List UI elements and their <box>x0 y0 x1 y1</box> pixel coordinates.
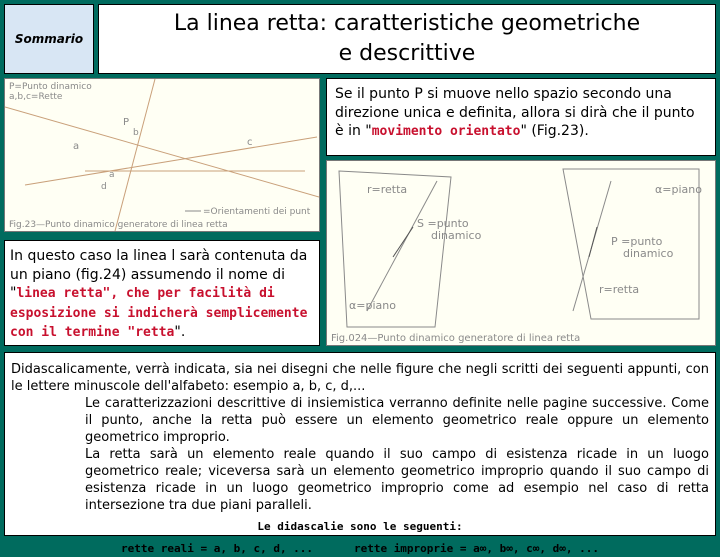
line-b <box>115 79 155 231</box>
didascalie-row <box>11 540 709 557</box>
fig24-p-label2: dinamico <box>623 247 674 260</box>
bottom-paragraph-1: Didascalicamente, verrà indicata, sia nei disegni che nelle figure che negli scritti dei seguenti appunti, con le lettere minuscole dell'alfabeto: esempio a, b, c, d,... <box>11 362 709 394</box>
fig23-label-d: d <box>101 182 107 192</box>
fig23-caption: Fig.23—Punto dinamico generatore di linea retta <box>9 220 228 230</box>
figure-24-drawing <box>327 161 715 345</box>
fig23-label-b: b <box>133 128 139 138</box>
rette-reali: rette reali = a, b, c, d, ... <box>121 542 314 555</box>
line-r-left <box>367 181 437 311</box>
page-title <box>98 4 716 74</box>
text-linea-part1: In questo caso la linea l sarà contenuta da un piano (fig.24) assumendo il nome di " <box>10 248 308 301</box>
fig23-label-c: c <box>247 137 253 148</box>
arrow-p <box>589 227 597 257</box>
figure-23-drawing <box>5 79 319 231</box>
text-p-part2: " (Fig.23). <box>520 123 589 139</box>
text-linea-part2: ". <box>174 324 186 340</box>
didascalie-heading: Le didascalie sono le seguenti: <box>257 520 463 533</box>
fig24-caption: Fig.024—Punto dinamico generatore di linea retta <box>331 333 581 344</box>
fig24-s-label2: dinamico <box>431 229 482 242</box>
text-linea-highlight: linea retta", che per facilità di esposizione si indicherà semplicemente con il termine "retta <box>10 286 308 340</box>
sommario-button[interactable] <box>4 4 94 74</box>
fig24-alpha2-label: α=piano <box>655 183 702 196</box>
fig24-s-label: S =punto <box>417 217 469 230</box>
bottom-paragraph-2: Le caratterizzazioni descrittive di insiemistica verranno definite nelle pagine successive. Come il punto, anche la retta può essere un elemento geometrico reale oppure un elemento geometrico improprio. <box>85 396 709 445</box>
line-c <box>25 137 317 185</box>
fig23-label-p: P <box>123 117 130 128</box>
movimento-orientato-text <box>326 78 716 156</box>
bottom-paragraph-3: La retta sarà un elemento reale quando il suo campo di esistenza ricade in un luogo geometrico reale; viceversa sarà un elemento geometrico improprio quando il suo campo di esistenza ricade in un luogo geometrico improprio come ad esempio nel caso di retta intersezione tra due piani paralleli. <box>85 447 709 513</box>
didascalie-panel <box>4 352 716 555</box>
figure-23 <box>4 78 320 232</box>
fig23-legend-1: P=Punto dinamico <box>9 82 92 92</box>
fig23-label-a2: a <box>109 170 115 180</box>
title-line-2: e descrittive <box>338 41 476 66</box>
sommario-label: Sommario <box>14 32 84 46</box>
fig24-r-label: r=retta <box>367 183 408 196</box>
text-p-highlight: movimento orientato <box>371 124 521 139</box>
fig23-legend-2: a,b,c=Rette <box>9 92 63 102</box>
title-line-1: La linea retta: caratteristiche geometriche <box>173 11 641 36</box>
fig23-arrow-legend: =Orientamenti dei punt <box>203 207 311 217</box>
arrow-s <box>393 227 413 257</box>
fig24-alpha-label: α=piano <box>349 299 396 312</box>
text-p-part1: Se il punto P si muove nello spazio secondo una direzione unica e definita, allora si dirà che il punto è in " <box>335 86 695 139</box>
line-a <box>5 107 319 197</box>
fig24-p-label: P =punto <box>611 235 663 248</box>
rette-improprie: rette improprie = a∞, b∞, c∞, d∞, ... <box>353 542 599 555</box>
figure-24 <box>326 160 716 346</box>
fig23-label-a: a <box>73 141 80 152</box>
fig24-r2-label: r=retta <box>599 283 640 296</box>
linea-retta-text <box>4 240 320 346</box>
